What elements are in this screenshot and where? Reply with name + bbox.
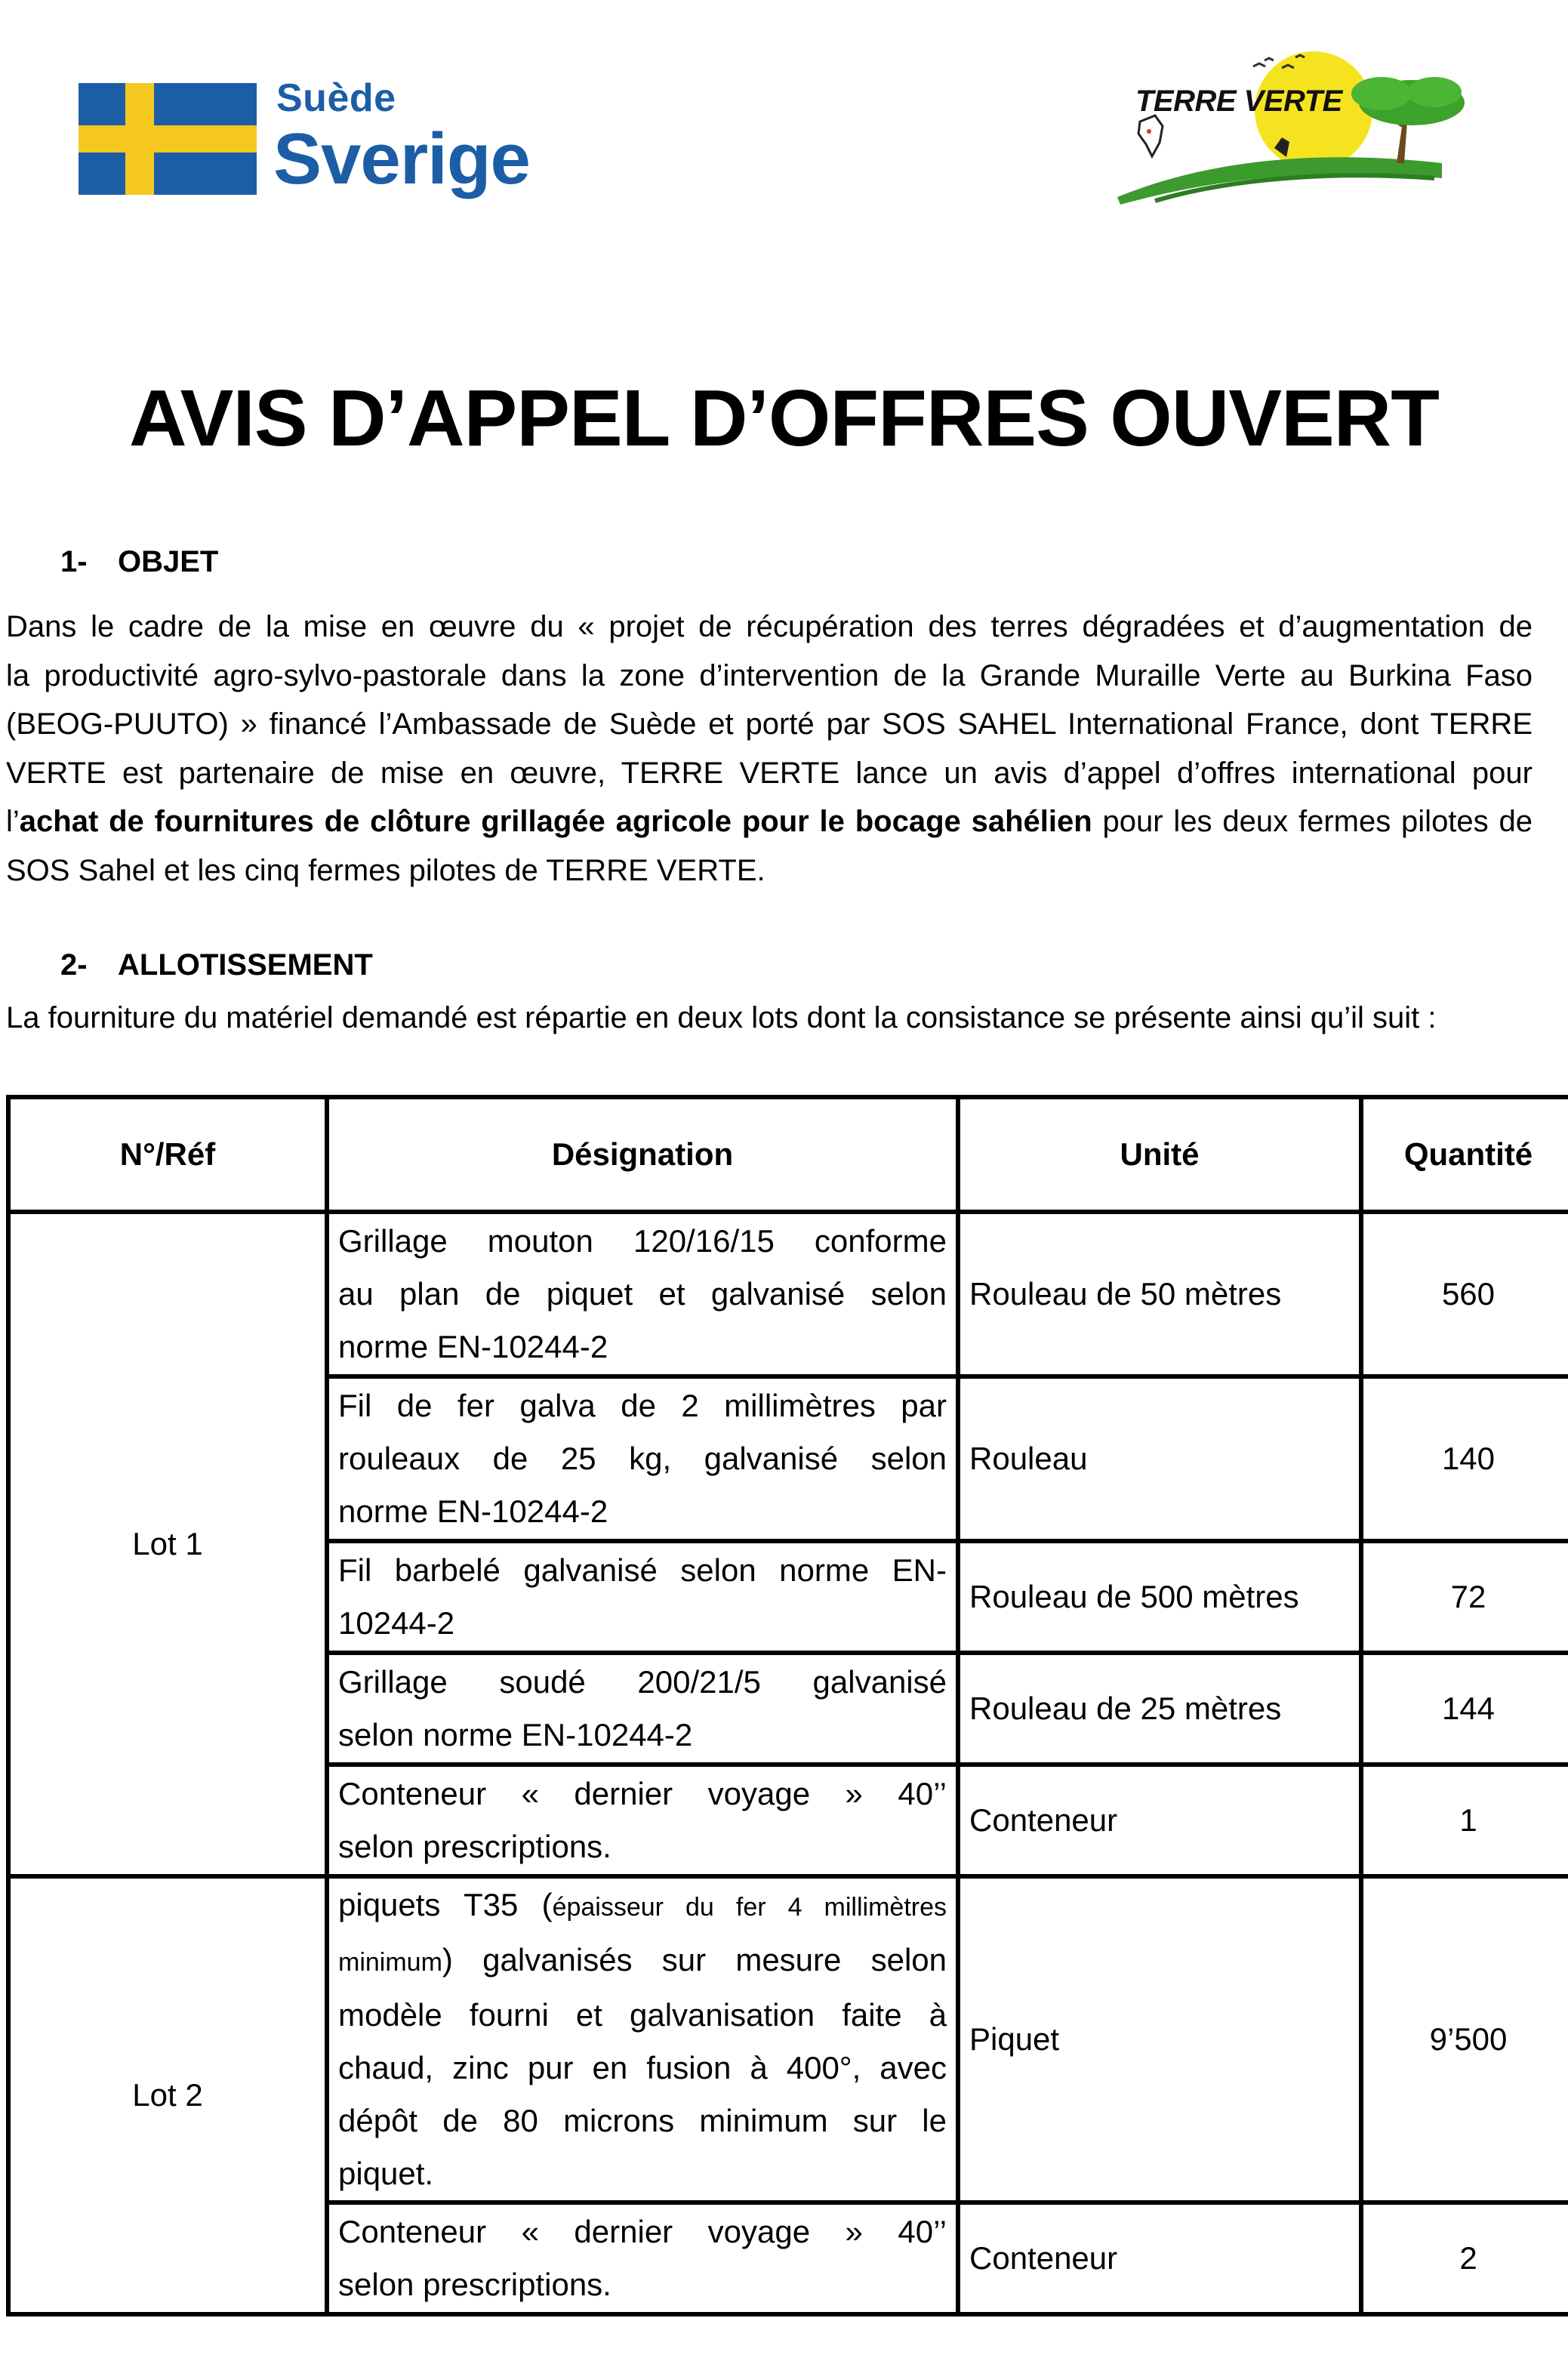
quantite-cell: 9’500 [1361, 1876, 1568, 2202]
paragraph-line: (BEOG-PUUTO) » financé l’Ambassade de Suède et porté par SOS SAHEL International France, dont TERRE [6, 707, 1533, 741]
designation-line: Fil barbelé galvanisé selon norme EN- [338, 1552, 947, 1588]
table-header-row [8, 1097, 1568, 1212]
designation-line: Fil de fer galva de 2 millimètres par [338, 1388, 947, 1423]
quantite-cell: 2 [1361, 2202, 1568, 2314]
header-ref: N°/Réf [8, 1097, 327, 1212]
designation-cell [327, 1765, 958, 1876]
paragraph-line5-prefix: l’ [6, 805, 20, 838]
designation-line: modèle fourni et galvanisation faite à [338, 1997, 947, 2033]
section-2-intro-text: La fourniture du matériel demandé est répartie en deux lots dont la consistance se présente ainsi qu’il suit : [6, 1001, 1437, 1034]
header-quantite: Quantité [1361, 1097, 1568, 1212]
designation-cell [327, 1876, 958, 2202]
header-unite: Unité [958, 1097, 1361, 1212]
unite-cell: Piquet [958, 1876, 1361, 2202]
designation-text: ) galvanisés sur mesure selon [442, 1942, 947, 1977]
paragraph-line: VERTE est partenaire de mise en œuvre, TERRE VERTE lance un avis d’appel d’offres international pour [6, 756, 1533, 790]
designation-cell [327, 1212, 958, 1376]
quantite-cell: 144 [1361, 1653, 1568, 1765]
designation-cell [327, 1376, 958, 1541]
paragraph-line: la productivité agro-sylvo-pastorale dans la zone d’intervention de la Grande Muraille Verte au Burkina Faso [6, 658, 1533, 692]
terre-verte-logo [1110, 50, 1465, 208]
designation-line: Conteneur « dernier voyage » 40’’ [338, 2214, 947, 2249]
section-2-intro [6, 994, 1533, 1043]
sweden-logo-line1: Suède [276, 76, 396, 120]
sweden-logo [79, 76, 531, 214]
section-1-title: OBJET [118, 545, 219, 578]
designation-cell [327, 1653, 958, 1765]
lot-1-cell: Lot 1 [8, 1212, 327, 1876]
section-1-heading [60, 545, 218, 579]
paragraph-line: Dans le cadre de la mise en œuvre du « projet de récupération des terres dégradées et d’augmentation de [6, 610, 1533, 643]
unite-cell: Rouleau de 50 mètres [958, 1212, 1361, 1376]
designation-line: piquet. [338, 2156, 434, 2191]
designation-line: selon prescriptions. [338, 2267, 611, 2302]
unite-cell: Conteneur [958, 2202, 1361, 2314]
unite-cell: Rouleau [958, 1376, 1361, 1541]
quantite-cell: 140 [1361, 1376, 1568, 1541]
paragraph-line5-suffix: pour les deux fermes pilotes de [1092, 805, 1533, 838]
sweden-logo-line2: Sverige [273, 119, 530, 199]
lot-2-cell: Lot 2 [8, 1876, 327, 2314]
page-title: AVIS D’APPEL D’OFFRES OUVERT [129, 374, 1439, 463]
quantite-cell: 560 [1361, 1212, 1568, 1376]
section-1-number: 1- [60, 545, 88, 578]
section-2-number: 2- [60, 948, 88, 982]
designation-small-text: minimum [338, 1948, 442, 1977]
swedish-flag-icon [79, 83, 257, 195]
lots-table [6, 1095, 1568, 2316]
unite-cell: Rouleau de 25 mètres [958, 1653, 1361, 1765]
table-row [8, 1212, 1568, 1376]
unite-cell: Conteneur [958, 1765, 1361, 1876]
quantite-cell: 72 [1361, 1541, 1568, 1653]
section-1-paragraph [6, 603, 1533, 895]
paragraph-line [6, 797, 1533, 846]
unite-cell: Rouleau de 500 mètres [958, 1541, 1361, 1653]
designation-line [338, 1934, 947, 1989]
designation-line: norme EN-10244-2 [338, 1493, 608, 1529]
designation-line: Grillage soudé 200/21/5 galvanisé [338, 1664, 947, 1700]
designation-line: dépôt de 80 microns minimum sur le [338, 2103, 947, 2138]
designation-small-text: épaisseur du fer 4 millimètres [552, 1893, 947, 1922]
designation-text: piquets T35 ( [338, 1887, 553, 1922]
designation-line: rouleaux de 25 kg, galvanisé selon [338, 1441, 947, 1476]
designation-line: norme EN-10244-2 [338, 1329, 608, 1364]
designation-line: selon norme EN-10244-2 [338, 1717, 693, 1752]
terre-verte-emblem-icon [1110, 50, 1465, 208]
designation-cell [327, 1541, 958, 1653]
paragraph-line: SOS Sahel et les cinq fermes pilotes de TERRE VERTE. [6, 853, 766, 887]
terre-verte-logo-text: TERRE VERTE [1135, 85, 1342, 118]
section-2-heading [60, 948, 373, 982]
designation-cell [327, 2202, 958, 2314]
table-row [8, 1876, 1568, 2202]
section-2-title: ALLOTISSEMENT [118, 948, 373, 982]
quantite-cell: 1 [1361, 1765, 1568, 1876]
designation-line: Conteneur « dernier voyage » 40’’ [338, 1776, 947, 1811]
designation-line: 10244-2 [338, 1605, 455, 1641]
designation-line: Grillage mouton 120/16/15 conforme [338, 1223, 947, 1259]
designation-line [338, 1879, 947, 1934]
header-designation: Désignation [327, 1097, 958, 1212]
paragraph-bold-object: achat de fournitures de clôture grillagée agricole pour le bocage sahélien [19, 805, 1092, 838]
designation-line: selon prescriptions. [338, 1829, 611, 1864]
designation-line: au plan de piquet et galvanisé selon [338, 1276, 947, 1312]
designation-line: chaud, zinc pur en fusion à 400°, avec [338, 2050, 947, 2085]
